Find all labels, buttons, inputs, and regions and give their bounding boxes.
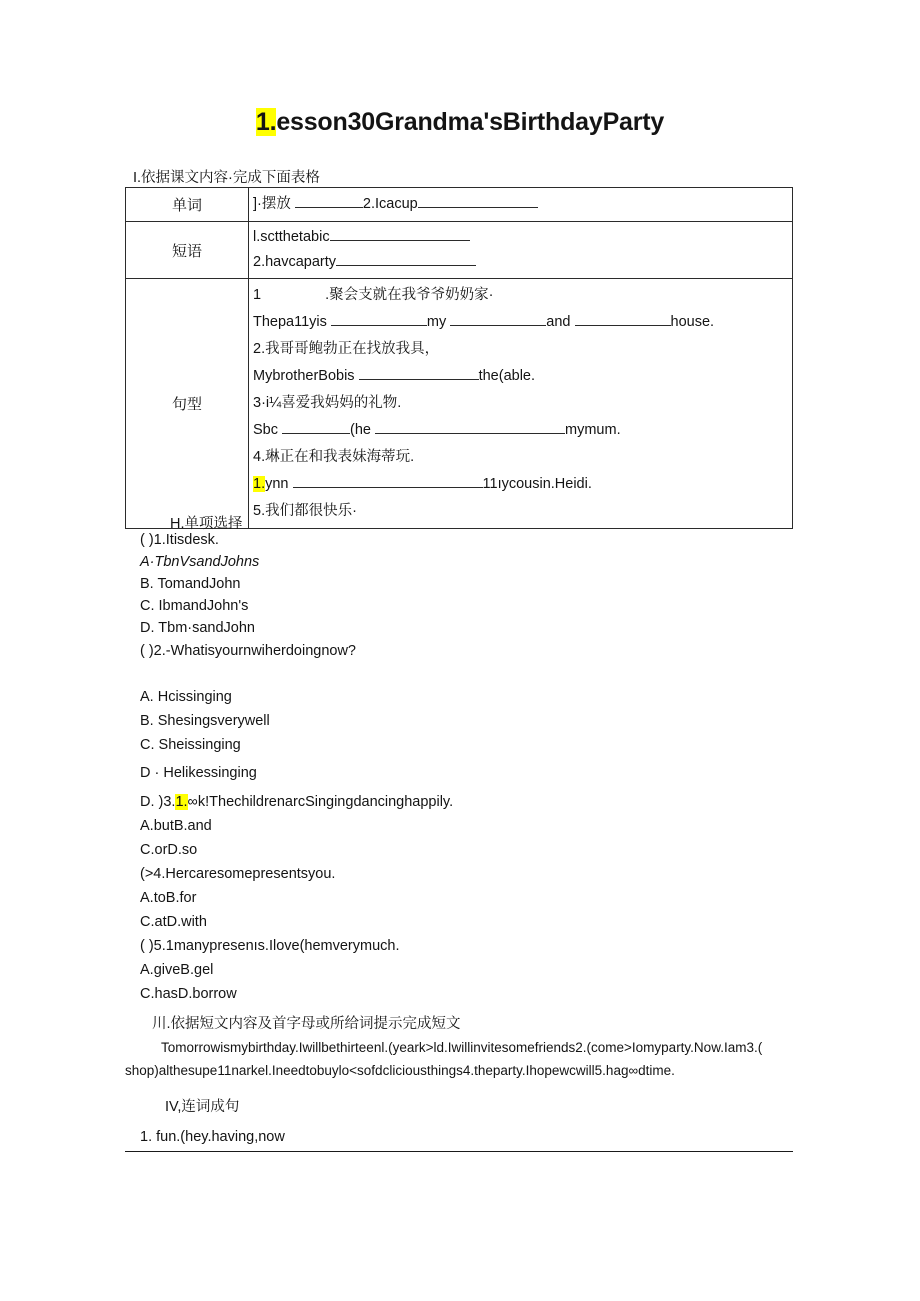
mc-q4-option-plain: A.toB. [140,890,180,906]
table-text-line: 2.havcaparty [253,250,792,275]
cloze-line-2: shop)althesupe11narkel.Ineedtobuylo<sofdcliciousthings4.theparty.Ihopewcwill5.hag∞dtime. [125,1063,675,1078]
row-content-phrases [249,222,793,279]
mc-question-2-stem: ( )2.-Whatisyournwiherdoingnow? [140,643,356,659]
section-3-heading: 川.依据短文内容及首字母或所给词提示完成短文 [152,1016,461,1032]
section-4-heading: IV,连词成句 [165,1099,240,1115]
blank-underline[interactable] [359,379,479,380]
mc-question-3-stem [140,794,453,810]
inline-highlight: 1. [253,476,266,492]
blank-underline[interactable] [331,325,427,326]
mc-q4-option-ab[interactable] [140,890,196,906]
table-text-line: MybrotherBobis the(able. [253,368,536,384]
row-label-phrases: 短语 [126,222,249,279]
page-title [0,108,920,137]
blank-underline[interactable] [575,325,671,326]
row-label-sentence-patterns: 句型 [126,279,249,529]
blank-underline[interactable] [336,265,476,266]
cloze-line-1: Tomorrowismybirthday.Iwillbethirteenl.(yeark>ld.Iwillinvitesomefriends2.(come>Iomyparty.Now.Iam3.( [161,1040,763,1055]
mc-q2-option-d[interactable]: D · Helikessinging [140,765,257,781]
blank-underline[interactable] [450,325,546,326]
vocabulary-table [125,187,793,529]
mc-q5-option-cd[interactable]: C.hasD.borrow [140,986,237,1002]
footer-divider [125,1151,793,1152]
blank-underline[interactable] [282,433,350,434]
row-content-words [249,188,793,222]
mc-q2-option-b[interactable]: B. Shesingsverywell [140,713,270,729]
table-row-sentence-patterns [126,279,793,529]
table-text-line: ]·摆放 2.Icacup [253,191,792,218]
reorder-item-1: 1. fun.(hey.having,now [140,1129,285,1145]
table-text-line: l.sctthetabic [253,225,792,250]
blank-underline[interactable] [330,240,470,241]
blank-underline[interactable] [418,207,538,208]
mc-q3-prefix: D. )3. [140,794,176,810]
table-text-line: 4.琳正在和我表妹海蒂玩. [253,449,415,465]
row-content-sentence-patterns [249,279,793,529]
mc-question-1-stem: ( )1.Itisdesk. [140,532,219,548]
mc-q1-option-d[interactable]: D. Tbm·sandJohn [140,620,255,636]
title-rest: esson30Grandma'sBirthdayParty [276,108,665,136]
title-highlight: 1. [255,108,277,136]
blank-underline[interactable] [293,487,483,488]
section-1-heading: I.依据课文内容·完成下面表格 [133,170,320,186]
table-text-line: 1.ynn 11ıycousin.Heidi. [253,476,592,492]
table-row-words [126,188,793,222]
table-text-line: 2.我哥哥鲍勃正在找放我具， [253,341,440,357]
section-2-heading: H.单项选择 [170,516,243,532]
mc-q4-option-italic: for [179,890,197,906]
table-text-line: 1 .聚会支就在我爷爷奶奶家· [253,287,494,303]
blank-underline[interactable] [375,433,565,434]
mc-q1-option-a[interactable]: A·TbnVsandJohns [140,554,260,570]
table-text-line: Sbc (he mymum. [253,422,621,438]
table-text-line: Thepa11yis my and house. [253,314,715,330]
mc-q3-option-cd[interactable]: C.orD.so [140,842,198,858]
mc-q4-option-cd[interactable]: C.atD.with [140,914,207,930]
row-label-words: 单词 [126,188,249,222]
mc-q2-option-c[interactable]: C. Sheissinging [140,737,241,753]
mc-q2-option-a[interactable]: A. Hcissinging [140,689,232,705]
table-text-line: 3·i¼喜爱我妈妈的礼物. [253,395,402,411]
blank-underline[interactable] [295,207,363,208]
mc-q1-option-c[interactable]: C. IbmandJohn's [140,598,249,614]
mc-q1-option-b[interactable]: B. TomandJohn [140,576,241,592]
inline-highlight: 1. [175,794,188,810]
table-row-phrases [126,222,793,279]
cloze-paragraph [125,1036,797,1082]
mc-question-4-stem: (>4.Hercaresomepresentsyou. [140,866,336,882]
mc-q3-option-ab[interactable]: A.butB.and [140,818,212,834]
mc-question-5-stem: ( )5.1manypresenıs.Ilove(hemverymuch. [140,938,400,954]
mc-q3-rest: ∞k!ThechildrenarcSingingdancinghappily. [187,794,454,810]
mc-q5-option-ab[interactable]: A.giveB.gel [140,962,214,978]
table-text-line: 5.我们都很快乐· [253,503,357,519]
